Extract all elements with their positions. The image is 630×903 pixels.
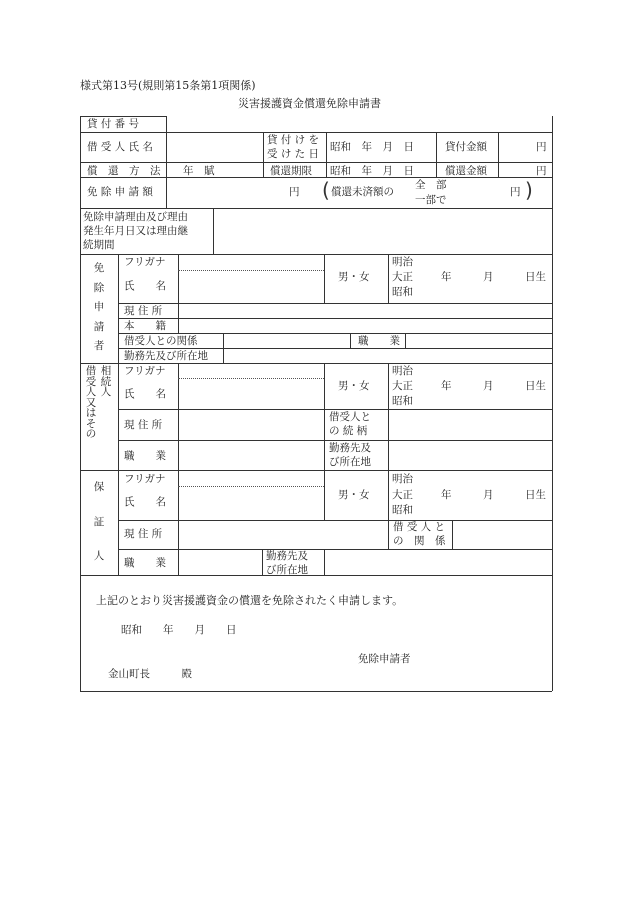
applicant-birth-ymd: 年 月 日生	[441, 271, 546, 283]
applicant-domicile-label: 本 籍	[124, 320, 166, 332]
heir-workplace-label-1: 勤務先及	[329, 442, 371, 454]
heir-name-label: 氏 名	[124, 388, 166, 400]
guarantor-era-meiji: 明治	[392, 473, 413, 485]
repayment-method-label: 償 還 方 法	[87, 165, 161, 177]
guarantor-sex: 男・女	[338, 489, 370, 501]
guarantor-furigana-label: フリガナ	[124, 473, 166, 485]
guarantor-era-showa: 昭和	[392, 504, 413, 516]
loan-number-label: 貸 付 番 号	[87, 118, 140, 130]
guarantor-name-label: 氏 名	[124, 496, 166, 508]
reason-label-2: 発生年月日又は理由継	[83, 225, 188, 237]
reason-label-3: 続期間	[83, 239, 115, 251]
statement-text: 上記のとおり災害援護資金の償還を免除されたく申請します。	[96, 594, 404, 607]
heir-address-label: 現 住 所	[124, 419, 163, 431]
applicant-signature-label: 免除申請者	[358, 653, 411, 665]
applicant-relation-label: 借受人との関係	[124, 335, 198, 347]
left-brace-icon: (	[322, 178, 330, 202]
guarantor-workplace-label-1: 勤務先及	[266, 550, 308, 562]
applicant-side-label: 免 除 申 請 者	[93, 262, 105, 352]
repayment-deadline-label: 償還期限	[270, 165, 312, 177]
right-brace-icon: )	[525, 178, 533, 202]
applicant-sex: 男・女	[338, 271, 370, 283]
guarantor-relation-label-2: の 関 係	[393, 535, 446, 547]
loan-date-label-2: 受 け た 日	[267, 148, 320, 160]
loan-amount-yen: 円	[536, 141, 547, 153]
loan-amount-label: 貸付金額	[445, 141, 487, 153]
application-date: 昭和 年 月 日	[121, 624, 237, 636]
reason-label-1: 免除申請理由及び理由	[83, 211, 188, 223]
applicant-era-showa: 昭和	[392, 286, 413, 298]
repayment-deadline-value: 昭和 年 月 日	[330, 165, 414, 177]
exemption-part: 一部で	[415, 194, 447, 206]
heir-era-meiji: 明治	[392, 365, 413, 377]
exemption-part-yen: 円	[510, 186, 521, 198]
heir-sex: 男・女	[338, 380, 370, 392]
addressee: 金山町長 殿	[108, 668, 192, 680]
repayment-amount-yen: 円	[536, 165, 547, 177]
guarantor-address-label: 現 住 所	[124, 528, 163, 540]
applicant-workplace-label: 勤務先及び所在地	[124, 350, 208, 362]
guarantor-workplace-label-2: び所在地	[266, 564, 308, 576]
heir-workplace-label-2: び所在地	[329, 456, 371, 468]
heir-side-label-col1: 借 受 人 又 は そ の	[85, 365, 97, 440]
unpaid-label: 償還未済額の	[331, 186, 394, 198]
page-title: 災害援護資金償還免除申請書	[238, 97, 381, 110]
guarantor-birth-ymd: 年 月 日生	[441, 489, 546, 501]
heir-relation-label-1: 借受人と	[329, 411, 371, 423]
heir-era-showa: 昭和	[392, 395, 413, 407]
exemption-amount-label: 免 除 申 請 額	[87, 186, 153, 198]
guarantor-side-label: 保 証 人	[93, 481, 105, 562]
applicant-address-label: 現 住 所	[124, 305, 163, 317]
heir-birth-ymd: 年 月 日生	[441, 380, 546, 392]
guarantor-occupation-label: 職 業	[124, 557, 166, 569]
borrower-name-label: 借 受 人 氏 名	[87, 141, 153, 153]
form-number: 様式第13号(規則第15条第1項関係)	[80, 79, 256, 92]
heir-furigana-label: フリガナ	[124, 365, 166, 377]
loan-date-label-1: 貸 付 け を	[267, 134, 320, 146]
heir-relation-label-2: の 続 柄	[329, 425, 368, 437]
applicant-furigana-label: フリガナ	[124, 256, 166, 268]
applicant-occupation-label: 職 業	[358, 335, 400, 347]
heir-occupation-label: 職 業	[124, 450, 166, 462]
guarantor-era-taisho: 大正	[392, 489, 413, 501]
repayment-method-value: 年 賦	[183, 165, 215, 177]
guarantor-relation-label-1: 借 受 人 と	[393, 521, 446, 533]
exemption-amount-yen: 円	[289, 186, 300, 198]
heir-era-taisho: 大正	[392, 380, 413, 392]
applicant-era-meiji: 明治	[392, 256, 413, 268]
exemption-all: 全 部	[415, 179, 447, 191]
loan-date-value: 昭和 年 月 日	[330, 141, 414, 153]
applicant-era-taisho: 大正	[392, 271, 413, 283]
applicant-name-label: 氏 名	[124, 280, 166, 292]
heir-side-label-col2: 相 続 人	[100, 365, 112, 398]
repayment-amount-label: 償還金額	[445, 165, 487, 177]
